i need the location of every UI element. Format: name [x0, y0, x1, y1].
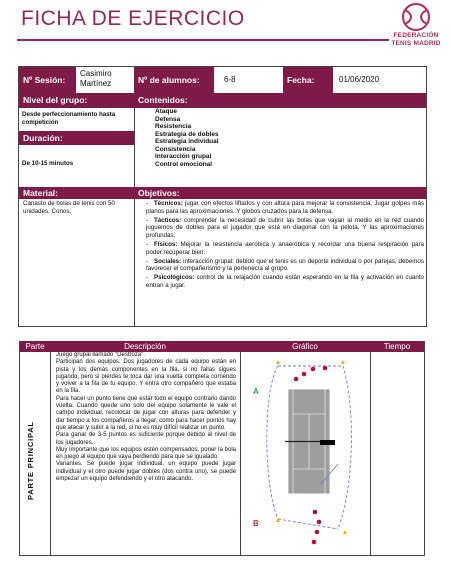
- level-value: Desde perfeccionamiento hasta competición: [22, 111, 116, 126]
- running-path: [338, 366, 351, 529]
- material-value: Canasto de bolas de tenis con 50 unidades. Conos.: [23, 200, 115, 215]
- duration-value: De 10-15 minutos: [22, 160, 74, 167]
- cone-icon: [276, 518, 280, 522]
- col-header-descripcion: Descripción: [50, 341, 240, 352]
- column-divider: [134, 199, 135, 326]
- running-path: [278, 519, 338, 529]
- team-b-label: B: [253, 519, 259, 528]
- logo-line-2: TENIS MADRID: [391, 39, 441, 47]
- session-value: Casimiro Martínez: [80, 69, 112, 88]
- player-icon: [313, 510, 318, 515]
- team-a-label: A: [253, 387, 259, 396]
- tennis-ball-icon: [401, 2, 431, 32]
- exercise-description: [56, 352, 236, 555]
- contents-list: [155, 108, 305, 184]
- running-path: [267, 366, 278, 519]
- contents-label: Contenidos:: [134, 93, 426, 108]
- column-divider: [134, 108, 135, 188]
- students-label: Nº de alumnos:: [134, 67, 214, 93]
- content-item: Ataque: [155, 108, 178, 115]
- objective-item: - Técnicos: jugar con efectos liftados y con altura para mejorar la consistencia. Jugar golpes más planos para las aproximaciones. Y globos cruzados para la defensa.: [146, 200, 424, 215]
- objective-item: - Tácticos: comprender la necesidad de cubrir las bolas que vayan al medio en la red cuando juguemos de dobles para el jugador que está en diagonal con la pelota. Y las aproximaciones profundas.: [146, 216, 424, 240]
- objectives-list: [146, 200, 424, 324]
- logo-line-1: FEDERACIÓN: [393, 32, 439, 39]
- description-paragraph: Para hacer un punto tiene que estar todo el equipo contrario dando vuelta. Cuando quede uno solo del equipo solamente le vale el campo individual, recolocar de jugar con alturas para defender y dar tiempo a los compañeros a llegar, como para hacer puntos hay que atacar y subir a la red, si no es muy difícil realizar un punto.: [56, 395, 236, 431]
- content-item: Consistencia: [155, 145, 196, 153]
- objective-text: interacción grupal: debido que el tenis es un deporte individual o por parejas, debemos favorecer el compañerismo y la pertenecía al grupo.: [146, 257, 424, 273]
- net-marker: [320, 440, 335, 445]
- objective-head: Tácticos:: [154, 216, 182, 224]
- cone-icon: [343, 530, 347, 534]
- description-paragraph: Para ganar de 3-5 puntos es suficiente porque debido al nivel de los jugadores.: [56, 432, 236, 446]
- objectives-label: Objetivos:: [134, 187, 426, 199]
- court-diagram: [243, 354, 368, 554]
- col-header-grafico: Gráfico: [240, 341, 370, 352]
- objective-head: Sociales:: [154, 257, 182, 265]
- col-header-parte: Parte: [20, 341, 50, 352]
- col-header-tiempo: Tiempo: [370, 341, 424, 352]
- federation-logo: [384, 2, 448, 62]
- column-divider: [370, 352, 371, 555]
- description-paragraph: Muy importante que los equipos estén compensados, poner la bola en juego al equipo que vaya perdiendo para que se igualado.: [56, 446, 236, 461]
- material-label: Material:: [19, 187, 134, 199]
- objective-item: - Psicológicos: control de la relajación cuando están esperando en la fila y activación en cuanto entran a jugar.: [146, 274, 424, 289]
- content-item: Estrategia de dobles: [155, 130, 219, 138]
- side-label: PARTE PRINCIPAL: [26, 421, 35, 500]
- player-icon: [311, 367, 316, 372]
- player-icon: [317, 520, 322, 525]
- cone-icon: [276, 360, 280, 364]
- objective-item: - Sociales: interacción grupal: debido que el tenis es un deporte individual o por parejas, debemos favorecer el compañerismo y la pertenecía al grupo.: [146, 257, 424, 273]
- duration-label: Duración:: [19, 131, 134, 145]
- player-icon: [294, 377, 299, 382]
- objective-head: Psicológicos:: [154, 274, 195, 282]
- player-icon: [315, 530, 320, 535]
- column-divider: [50, 352, 51, 555]
- content-item: Estrategia individual: [155, 138, 219, 145]
- title-underline: [17, 39, 389, 41]
- objective-head: Técnicos:: [154, 200, 183, 207]
- students-value: 6-8: [224, 75, 236, 84]
- page-title: FICHA DE EJERCICIO: [21, 7, 245, 30]
- objective-item: - Físicos: Mejorar la resistencia aeróbica y anaeróbica y recordar una buena respiración para poder recuperar bien.: [146, 240, 424, 256]
- session-label: Nº Sesión:: [19, 67, 76, 93]
- content-item: Resistencia: [155, 123, 192, 130]
- objective-text: Mejorar la resistencia aeróbica y anaeróbica y recordar una buena respiración para poder recuperar bien.: [146, 240, 424, 256]
- objective-head: Físicos:: [154, 240, 178, 248]
- cone-icon: [341, 360, 345, 364]
- description-paragraph: Participan dos equipos. Dos jugadores de cada equipo están en pista y los demás componentes en la fila, si no fallas sigues jugando, pero si pierdes te toca dar una vuelta completa corriendo y volver a la fila de tu equipo. Y entra otro compañero que estaba en la fila.: [56, 359, 236, 395]
- objective-text: comprender la necesidad de cubrir las bolas que vayan al medio en la red cuando juguemos de dobles para el jugador que está en diagonal con la pelota. Y las aproximaciones profundas.: [146, 216, 424, 240]
- content-item: Control emocional: [155, 160, 213, 168]
- objective-text: control de la relajación cuando están esperando en la fila y activación en cuanto entran a jugar.: [146, 274, 424, 289]
- date-label: Fecha:: [283, 67, 333, 93]
- player-icon: [312, 540, 317, 545]
- player-icon: [302, 372, 307, 377]
- level-label: Nivel del grupo:: [19, 93, 134, 108]
- description-paragraph: Variantes. Se puede jugar individual, un equipo puede jugar individual y el otro puede jugar dobles (dos contra uno), se puede empezar un equipo defendiendo y el otro atacando.: [56, 461, 236, 483]
- column-divider: [240, 352, 241, 555]
- objective-text: jugar con efectos liftados y con altura para mejorar la consistencia. Jugar golpes más planos para las aproximaciones. Y globos cruzados para la defensa.: [146, 200, 424, 215]
- content-item: Interacción grupal: [155, 153, 212, 160]
- player-icon: [323, 366, 328, 371]
- description-paragraph: Juego grupal llamado "Destroza".: [56, 352, 145, 358]
- date-value: 01/06/2020: [339, 75, 380, 84]
- content-item: Defensa: [155, 115, 181, 123]
